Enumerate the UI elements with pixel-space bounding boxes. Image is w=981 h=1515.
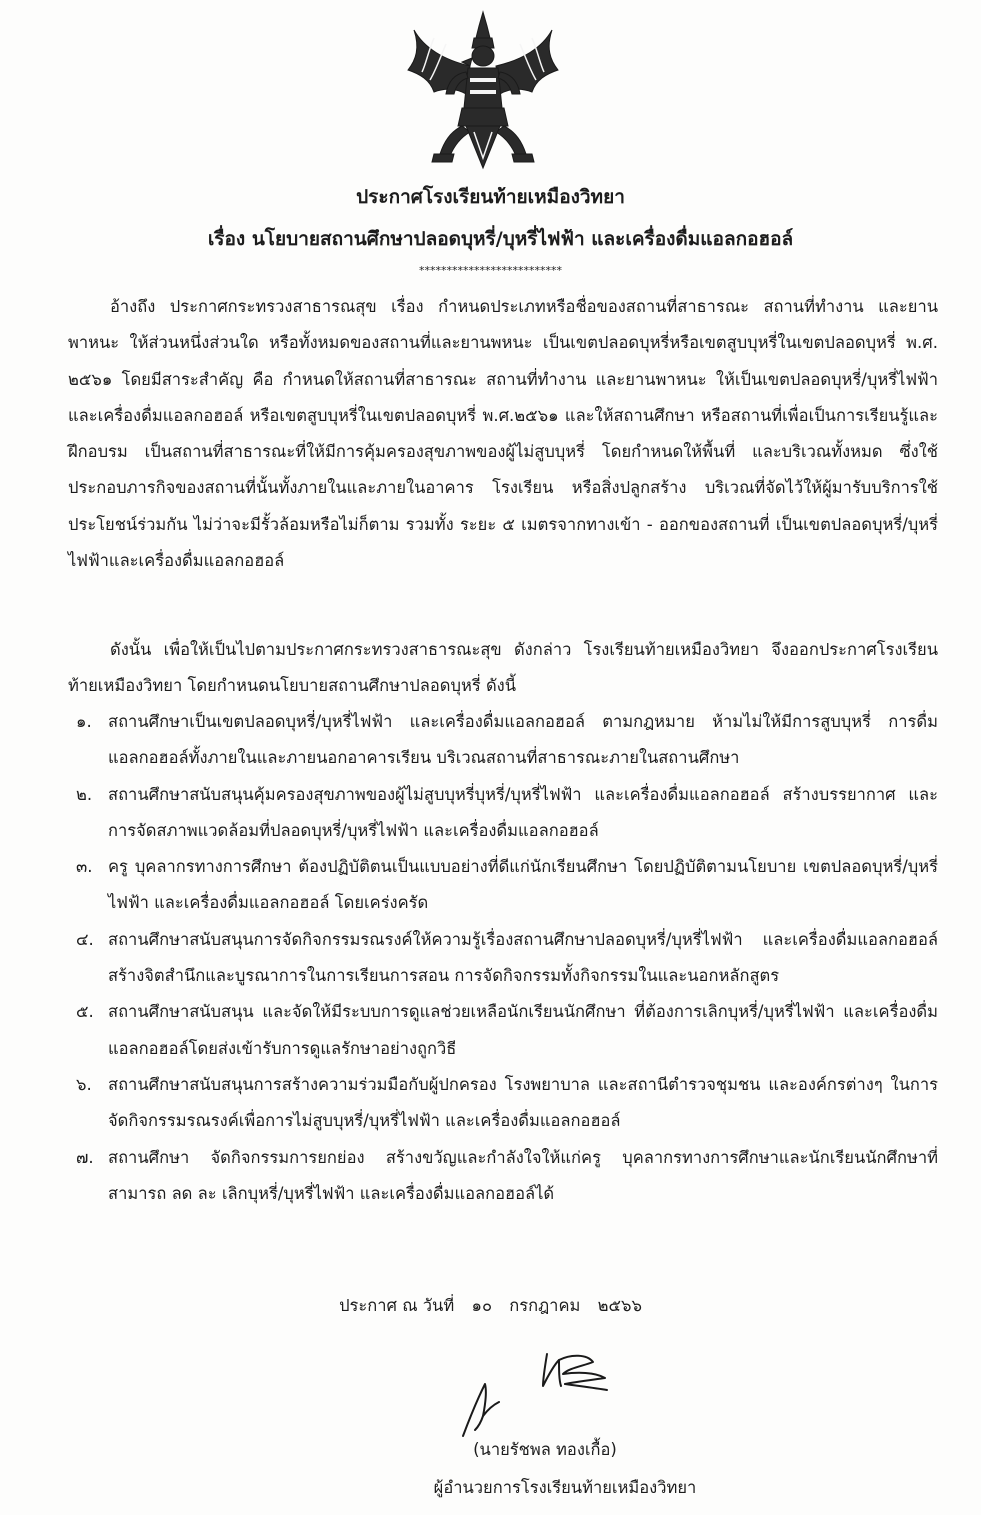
policy-item xyxy=(68,704,938,777)
policy-item-number: ๗. xyxy=(76,1147,94,1167)
policy-item-text: สถานศึกษาสนับสนุน และจัดให้มีระบบการดูแลช่วยเหลือนักเรียนนักศึกษา ที่ต้องการเลิกบุหรี่/บุหรี่ไฟฟ้า และเครื่องดื่มแอลกอฮอล์โดยส่งเข้ารับการดูแลรักษาอย่างถูกวิธี xyxy=(108,1002,938,1058)
body-paragraph-reference: อ้างถึง ประกาศกระทรวงสาธารณสุข เรื่อง กำหนดประเภทหรือชื่อของสถานที่สาธารณะ สถานที่ทำงาน และยานพาหนะ ให้ส่วนหนึ่งส่วนใด หรือทั้งหมดของสถานที่และยานพหนะ เป็นเขตปลอดบุหรี่หรือเขตสูบบุหรี่ในเขตปลอดบุหรี่ พ.ศ. ๒๕๖๑ โดยมีสาระสำคัญ คือ กำหนดให้สถานที่สาธารณะ สถานที่ทำงาน และยานพาหนะ ให้เป็นเขตปลอดบุหรี่/บุหรี่ไฟฟ้า และเครื่องดื่มแอลกอฮอล์ หรือเขตสูบบุหรี่ในเขตปลอดบุหรี่ พ.ศ.๒๕๖๑ และให้สถานศึกษา หรือสถานที่เพื่อเป็นการเรียนรู้และฝึกอบรม เป็นสถานที่สาธารณะที่ให้มีการคุ้มครองสุขภาพของผู้ไม่สูบบุหรี่ โดยกำหนดให้พื้นที่ และบริเวณทั้งหมด ซึ่งใช้ประกอบภารกิจของสถานที่นั้นทั้งภายในและภายในอาคาร โรงเรียน หรือสิ่งปลูกสร้าง บริเวณที่จัดไว้ให้ผู้มารับบริการใช้ประโยชน์ร่วมกัน ไม่ว่าจะมีรั้วล้อมหรือไม่ก็ตาม รวมทั้ง ระยะ ๕ เมตรจากทางเข้า - ออกของสถานที่ เป็นเขตปลอดบุหรี่/บุหรี่ไฟฟ้าและเครื่องดื่มแอลกอฮอล์ xyxy=(68,297,938,571)
separator-line: ************************** xyxy=(419,264,562,277)
policy-item-text: สถานศึกษาสนับสนุนการสร้างความร่วมมือกับผู้ปกครอง โรงพยาบาล และสถานีตำรวจชุมชน และองค์กรต่างๆ ในการจัดกิจกรรมรณรงค์เพื่อการไม่สูบบุหรี่/บุหรี่ไฟฟ้า และเครื่องดื่มแอลกอฮอล์ xyxy=(108,1074,938,1131)
policy-item xyxy=(68,849,938,922)
policy-item xyxy=(68,777,938,850)
policy-item xyxy=(68,1067,938,1140)
policy-item-number: ๑. xyxy=(76,712,92,731)
policy-item-number: ๓. xyxy=(76,857,93,877)
date-year: ๒๕๖๖ xyxy=(597,1296,642,1315)
policy-item-text: สถานศึกษาเป็นเขตปลอดบุหรี่/บุหรี่ไฟฟ้า และเครื่องดื่มแอลกอฮอล์ ตามกฎหมาย ห้ามไม่ให้มีการสูบบุหรี่ การดื่มแอลกอฮอล์ทั้งภายในและภายนอกอาคารเรียน บริเวณสถานที่สาธารณะภายในสถานศึกษา xyxy=(108,712,938,768)
policy-item-text: สถานศึกษาสนับสนุนคุ้มครองสุขภาพของผู้ไม่สูบบุหรี่บุหรี่/บุหรี่ไฟฟ้า และเครื่องดื่มแอลกอฮอล์ สร้างบรรยากาศ และการจัดสภาพแวดล้อมที่ปลอดบุหรี่/บุหรี่ไฟฟ้า และเครื่องดื่มแอลกอฮอล์ xyxy=(108,784,938,840)
garuda-emblem-icon xyxy=(404,8,562,178)
date-prefix: ประกาศ ณ วันที่ xyxy=(339,1296,455,1315)
policy-item-number: ๖. xyxy=(76,1074,92,1094)
policy-item xyxy=(68,922,938,995)
body-paragraph-policy-intro: ดังนั้น เพื่อให้เป็นไปตามประกาศกระทรวงสาธารณะสุข ดังกล่าว โรงเรียนท้ายเหมืองวิทยา จึงออกประกาศโรงเรียนท้ายเหมืองวิทยา โดยกำหนดนโยบายสถานศึกษาปลอดบุหรี่ ดังนี้ xyxy=(68,640,938,696)
policy-item xyxy=(68,1140,938,1213)
policy-item-number: ๔. xyxy=(76,929,94,949)
date-month: กรกฎาคม xyxy=(509,1296,581,1315)
policy-item-number: ๕. xyxy=(76,1002,94,1022)
date-day: ๑๐ xyxy=(471,1296,493,1315)
signer-name: (นายรัชพล ทองเกื้อ) xyxy=(473,1440,617,1459)
announcement-title: ประกาศโรงเรียนท้ายเหมืองวิทยา xyxy=(356,186,625,208)
signature-image xyxy=(455,1350,615,1440)
policy-item-text: สถานศึกษา จัดกิจกรรมการยกย่อง สร้างขวัญและกำลังใจให้แก่ครู บุคลากรทางการศึกษาและนักเรียนนักศึกษาที่สามารถ ลด ละ เลิกบุหรี่/บุหรี่ไฟฟ้า และเครื่องดื่มแอลกอฮอล์ได้ xyxy=(108,1147,938,1203)
policy-item xyxy=(68,994,938,1067)
policy-item-text: ครู บุคลากรทางการศึกษา ต้องปฏิบัติตนเป็นแบบอย่างที่ดีแก่นักเรียนศึกษา โดยปฏิบัติตามนโยบาย เขตปลอดบุหรี่/บุหรี่ไฟฟ้า และเครื่องดื่มแอลกอฮอล์ โดยเคร่งครัด xyxy=(108,857,938,913)
policy-list xyxy=(68,704,938,1212)
signer-title: ผู้อำนวยการโรงเรียนท้ายเหมืองวิทยา xyxy=(433,1478,697,1497)
policy-item-number: ๒. xyxy=(76,784,93,804)
announcement-date xyxy=(0,1293,981,1319)
announcement-subject: เรื่อง นโยบายสถานศึกษาปลอดบุหรี่/บุหรี่ไฟฟ้า และเครื่องดื่มแอลกอฮอล์ xyxy=(207,228,794,250)
policy-item-text: สถานศึกษาสนับสนุนการจัดกิจกรรมรณรงค์ให้ความรู้เรื่องสถานศึกษาปลอดบุหรี่/บุหรี่ไฟฟ้า และเครื่องดื่มแอลกอฮอล์สร้างจิตสำนึกและบูรณาการในการเรียนการสอน การจัดกิจกรรมทั้งกิจกรรมในและนอกหลักสูตร xyxy=(108,929,938,986)
